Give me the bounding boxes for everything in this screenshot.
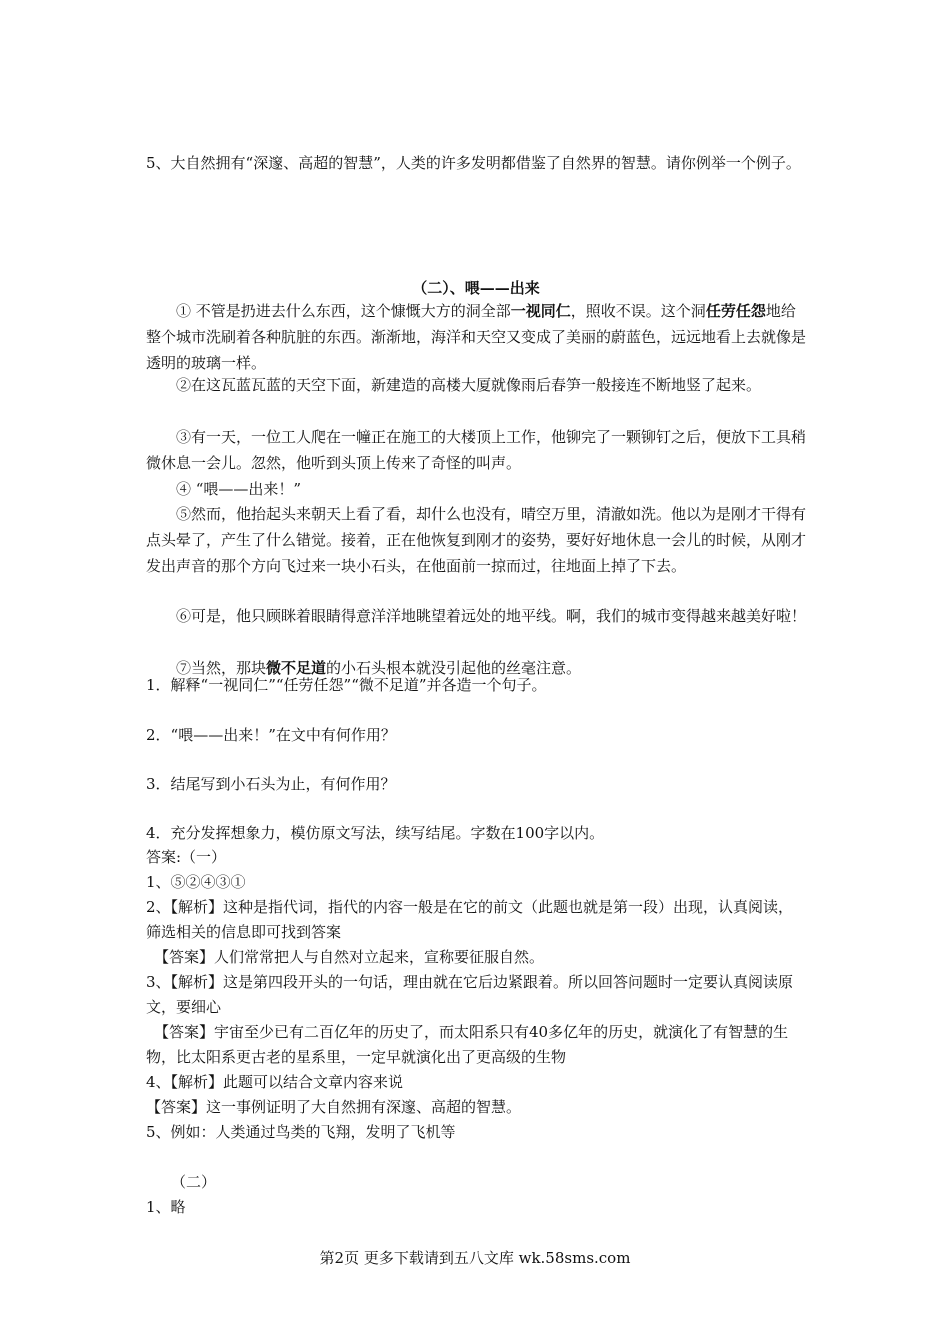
answer-3-analysis: 3、【解析】这是第四段开头的一句话，理由就在它后边紧跟着。所以回答问题时一定要认真阅读原文，要细心 bbox=[146, 973, 794, 1016]
paragraph-2: ②在这瓦蓝瓦蓝的天空下面，新建造的高楼大厦就像雨后春笋一般接连不断地竖了起来。 bbox=[176, 376, 762, 394]
section-title: （二）、喂——出来 bbox=[412, 279, 540, 297]
paragraph-1: ① 不管是扔进去什么东西，这个慷慨大方的洞全部一视同仁，照收不误。这个洞任劳任怨地给整个城市洗刷着各种肮脏的东西。渐渐地，海洋和天空又变成了美丽的蔚蓝色，远远地看上去就像是透明的玻璃一样。 bbox=[146, 302, 807, 372]
question-3: 3．结尾写到小石头为止，有何作用？ bbox=[146, 775, 396, 793]
answer-3-answer: 【答案】宇宙至少已有二百亿年的历史了，而太阳系只有40多亿年的历史，就演化了有智慧的生物，比太阳系更古老的星系里，一定早就演化出了更高级的生物 bbox=[146, 1023, 789, 1066]
paragraph-6: ⑥可是，他只顾眯着眼睛得意洋洋地眺望着远处的地平线。啊，我们的城市变得越来越美好啦！ bbox=[176, 607, 807, 625]
answer-4-answer: 【答案】这一事例证明了大自然拥有深邃、高超的智慧。 bbox=[146, 1098, 522, 1116]
question-4: 4．充分发挥想象力，模仿原文写法，续写结尾。字数在100字以内。 bbox=[146, 824, 605, 842]
answer-5: 5、例如：人类通过鸟类的飞翔，发明了飞机等 bbox=[146, 1123, 456, 1141]
page-footer: 第2页 更多下载请到五八文库 wk.58sms.com bbox=[319, 1249, 631, 1267]
answers-part2-1: 1、略 bbox=[146, 1198, 186, 1216]
answers-part2-heading: （二） bbox=[171, 1173, 217, 1191]
paragraph-3: ③有一天，一位工人爬在一幢正在施工的大楼顶上工作，他铆完了一颗铆钉之后，便放下工具稍微休息一会儿。忽然，他听到头顶上传来了奇怪的叫声。 bbox=[146, 428, 807, 472]
answers-heading: 答案:（一） bbox=[146, 848, 227, 866]
answer-4-analysis: 4、【解析】此题可以结合文章内容来说 bbox=[146, 1073, 404, 1091]
answer-2-answer: 【答案】人们常常把人与自然对立起来，宣称要征服自然。 bbox=[154, 948, 545, 966]
question-5-part1: 5、大自然拥有“深邃、高超的智慧”，人类的许多发明都借鉴了自然界的智慧。请你例举一个例子。 bbox=[146, 154, 801, 172]
answer-1: 1、⑤②④③① bbox=[146, 873, 246, 891]
paragraph-5: ⑤然而，他抬起头来朝天上看了看，却什么也没有，晴空万里，清澈如洗。他以为是刚才干得有点头晕了，产生了什么错觉。接着，正在他恢复到刚才的姿势，要好好地休息一会儿的时候，从刚才发出声音的那个方向飞过来一块小石头，在他面前一掠而过，往地面上掉了下去。 bbox=[146, 505, 807, 575]
paragraph-4: ④ “喂——出来！” bbox=[176, 480, 302, 498]
question-2: 2．“喂——出来！”在文中有何作用？ bbox=[146, 726, 396, 744]
paragraph-7: ⑦当然，那块微不足道的小石头根本就没引起他的丝毫注意。 bbox=[176, 659, 582, 677]
question-1: 1．解释“一视同仁”“任劳任怨”“微不足道”并各造一个句子。 bbox=[146, 676, 547, 694]
answer-2-analysis: 2、【解析】这种是指代词，指代的内容一般是在它的前文（此题也就是第一段）出现，认真阅读，筛选相关的信息即可找到答案 bbox=[146, 898, 794, 941]
